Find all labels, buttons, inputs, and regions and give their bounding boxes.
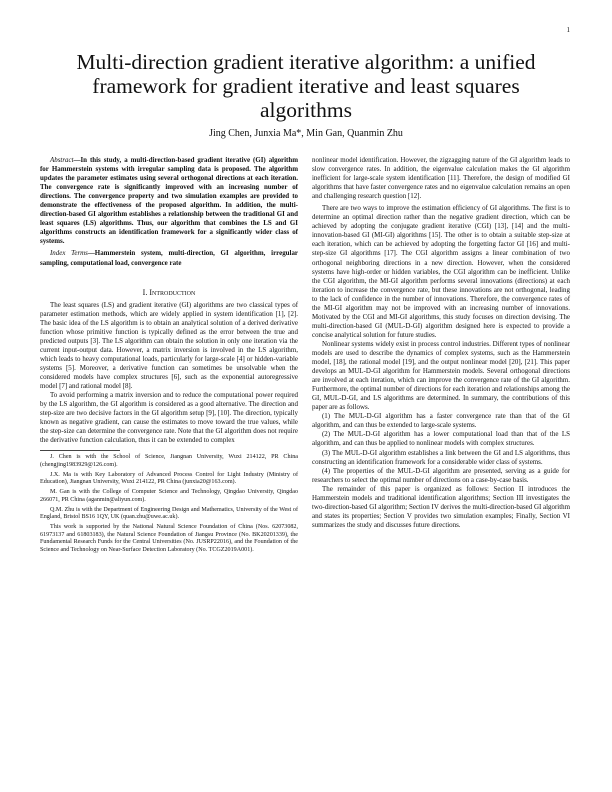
index-terms-text: —Hammerstein system, multi-direction, GI algorithm, irregular sampling, computational load, convergence rate xyxy=(40,249,298,267)
footnote: J.X. Ma is with Key Laboratory of Advanced Process Control for Light Industry (Ministry of Education), Jiangnan University, Wuxi 214122, PR China (junxia20@163.com). xyxy=(40,471,298,486)
section-heading: I. Introduction xyxy=(142,287,196,297)
footnotes xyxy=(40,454,298,554)
footnote: J. Chen is with the School of Science, Jiangnan University, Wuxi 214122, PR China (chengjing1983929@126.com). xyxy=(40,454,298,469)
right-paragraph: The remainder of this paper is organized as follows: Section II introduces the Hammerstein models and traditional identification algorithms; Section III investigates the two-direction-based GI algorithm; Section IV derives the multi-direction-based GI algorithm and states its properties; Section V provides two simulation examples; Finally, Section VI summarizes the study and discusses future directions. xyxy=(312,484,570,529)
footnote: M. Gan is with the College of Computer Science and Technology, Qingdao University, Qingdao 266071, PR China (aganmin@aliyun.com). xyxy=(40,489,298,503)
page-number: 1 xyxy=(566,26,570,34)
index-terms-label: Index Terms xyxy=(50,249,88,258)
right-column xyxy=(312,156,570,530)
footnote: Q.M. Zhu is with the Department of Engineering Design and Mathematics, University of the West of England, Bristol BS16 1QY, UK (quan.zhu@uwe.ac.uk). xyxy=(40,506,298,521)
abstract xyxy=(40,156,298,246)
index-terms xyxy=(40,249,298,267)
paper-title: Multi-direction gradient iterative algorithm: a unified framework for gradient iterative and least squares algorithms xyxy=(76,50,536,122)
contribution-item: (1) The MUL-D-GI algorithm has a faster convergence rate than that of the GI algorithm, and can thus be extended to large-scale systems. xyxy=(312,412,570,430)
author-list: Jing Chen, Junxia Ma*, Min Gan, Quanmin Zhu xyxy=(209,128,403,139)
abstract-text: —In this study, a multi-direction-based gradient iterative (GI) algorithm for Hammerstein systems with irregular sampling data is proposed. The algorithm updates the parameter estimates using several orthogonal directions at each iteration. The convergence rate is significantly improved with an increasing number of directions. The convergence property and two simulation examples are provided to demonstrate the effectiveness of the proposed algorithm. In addition, the multi-direction-based GI algorithm establishes a relationship between the traditional GI and least squares (LS) algorithms. Thus, our algorithm that combines the LS and GI algorithms constructs an identification framework for a significantly wider class of systems. xyxy=(40,156,298,246)
right-paragraph: Nonlinear systems widely exist in process control industries. Different types of nonlinear models are used to describe the dynamics of complex systems, such as the Hammerstein model, [18], the rational model [19], and the output nonlinear model [20], [21]. This paper develops an MUL-D-GI algorithm for Hammerstein models. Several orthogonal directions are involved at each iteration, which can improve the convergence rate of the GI algorithm. Furthermore, the optimal number of directions for each iteration and relationships among the GI, MUL-D-GI, and LS algorithms are determined. In summary, the contributions of this paper are as follows. xyxy=(312,339,570,412)
abstract-label: Abstract xyxy=(50,156,74,164)
left-paragraph: The least squares (LS) and gradient iterative (GI) algorithms are two classical types of parameter estimation methods, which are widely applied in system identification [1], [2]. The basic idea of the LS algorithm is to obtain an analytical solution of a derived derivative function whose primitive function is typically defined as the error between the true and predicted outputs [3]. The LS algorithm can obtain the solution in only one iteration via the current input-output data. However, a matrix inversion is involved in the LS algorithm, which leads to heavy computational loads, particularly for large-scale [4] or hidden-variable systems [5]. Moreover, a derivative function can sometimes be unsolvable when the considered models have complex structures [6], such as the exponential autoregressive model [7] and rational model [8]. xyxy=(40,300,298,391)
footnote: This work is supported by the National Natural Science Foundation of China (Nos. 62073082, 61973137 and 61803183), the Natural Science Foundation of Jiangsu Province (No. BK20201339), the Fundamental Research Funds for the Central Universities (No. JUSRP22016), and the Foundation of the Science and Technology on Near-Surface Detection Laboratory (No. TCGZ2019A001). xyxy=(40,523,298,554)
footnote-divider xyxy=(40,450,120,451)
right-paragraph: There are two ways to improve the estimation efficiency of GI algorithms. The first is to determine an optimal direction rather than the negative gradient direction, which can be achieved by adopting the conjugate gradient iterative (CGI) [13], [14] and the multi-innovation-based GI (MI-GI) algorithms [15]. The other is to obtain a suitable step-size at each iteration, which can be achieved by adopting the forgetting factor GI [16] and multi-step-size GI algorithms [17]. The CGI algorithm assigns a linear combination of two orthogonal neighboring directions in a new direction. However, when the considered systems have high-order or hidden variables, the CGI algorithm can be inefficient. Unlike the CGI algorithm, the MI-GI algorithm performs several innovations (directions) at each iteration to increase the convergence rate, but these innovations are not orthogonal, leading to the lack of confidence in the number of innovations. Therefore, the convergence rates of the MI-GI algorithm may not be improved with an increasing number of innovations. Motivated by the CGI and MI-GI algorithms, this study focuses on direction devising. The multi-direction-based GI (MUL-D-GI) algorithm designed here is expected to provide a concise analytical solution for future studies. xyxy=(312,204,570,339)
left-column xyxy=(40,156,298,557)
right-paragraph: nonlinear model identification. However, the zigzagging nature of the GI algorithm leads to slow convergence rates. In addition, the eigenvalue calculation makes the GI algorithm inefficient for large-scale system identification [11]. Therefore, the design of modified GI algorithms that have faster convergence rates and no eigenvalue calculation remains an open and challenging research question [12]. xyxy=(312,156,570,201)
left-paragraph: To avoid performing a matrix inversion and to reduce the computational power required by the LS algorithm, the GI algorithm is considered as a good alternative. The direction and step-size are two decisive factors in the GI algorithm setup [9], [10]. The direction, typically known as negative gradient, can cause the estimates to move toward the true values, while the step-size can determine the convergence rate. Note that the GI algorithm does not require the derivative function calculation, thus it can be extended to complex xyxy=(40,391,298,445)
contribution-item: (2) The MUL-D-GI algorithm has a lower computational load than that of the LS algorithm, and can thus be applied to nonlinear models with complex structures. xyxy=(312,430,570,448)
contribution-item: (3) The MUL-D-GI algorithm establishes a link between the GI and LS algorithms, thus constructing an identification framework for a considerable wider class of systems. xyxy=(312,448,570,466)
contribution-item: (4) The properties of the MUL-D-GI algorithm are presented, serving as a guide for researchers to select the optimal number of directions on a case-by-case basis. xyxy=(312,466,570,484)
